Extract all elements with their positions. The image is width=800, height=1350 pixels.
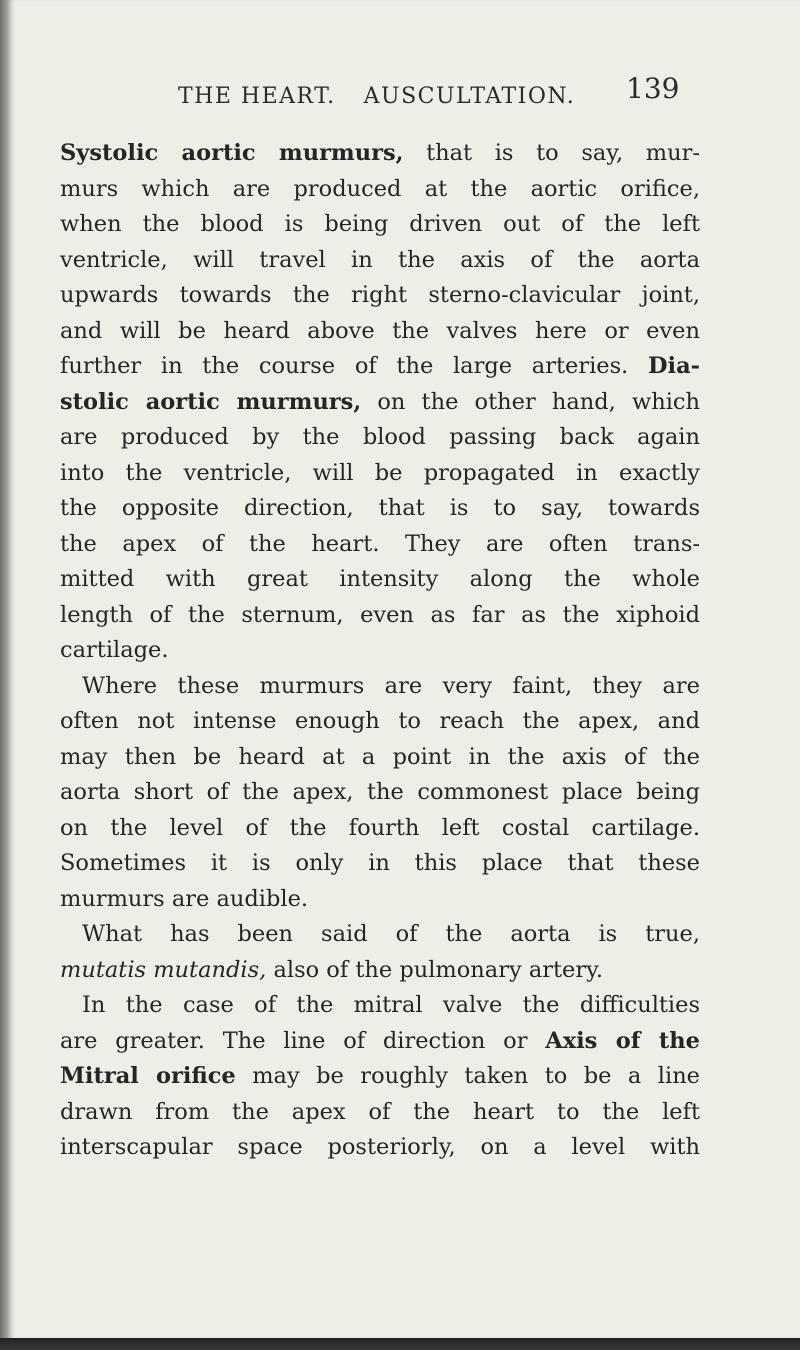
paragraph-2 [60,669,700,918]
paragraph-1 [60,136,700,669]
line-fragment: may be roughly taken to be a line [252,1063,700,1089]
running-title-right: AUSCULTATION. [363,84,576,109]
line-fragment: also of the pulmonary artery. [273,956,603,983]
text-line: murmurs are audible. [60,885,309,912]
text-line: In the case of the mitral valve the difficulties [82,992,700,1018]
text-line: into the ventricle, will be propagated in exactly [60,459,700,486]
text-line: drawn from the apex of the heart to the left [60,1098,700,1125]
text-line: often not intense enough to reach the apex, and [60,708,700,734]
paragraph-4 [60,988,700,1166]
text-line: murs which are produced at the aortic orifice, [60,175,700,202]
paragraph-3 [60,917,700,988]
book-page [8,0,800,1338]
text-line [60,953,700,989]
text-line [60,1059,700,1095]
running-head [178,84,575,109]
running-title-left: THE HEART. [178,84,336,109]
body-text [60,136,700,1166]
line-fragment: that is to say, mur- [426,140,700,166]
text-line: Sometimes it is only in this place that these [60,850,700,876]
text-line: ventricle, will travel in the axis of the aorta [60,246,700,273]
book-spine-edge [0,0,8,1350]
term-mutatis-mutandis: mutatis mutandis, [60,956,267,983]
term-mitral-orifice: Mitral orifice [60,1063,236,1089]
term-diastolic-aortic-murmurs: stolic aortic murmurs, [60,388,362,415]
text-line [60,349,700,385]
text-line: aorta short of the apex, the commonest place being [60,779,700,805]
text-line: mitted with great intensity along the whole [60,566,700,592]
text-line: What has been said of the aorta is true, [82,921,700,947]
text-line: upwards towards the right sterno-clavicular joint, [60,282,700,308]
text-line [60,385,700,421]
line-fragment: are greater. The line of direction or [60,1027,528,1054]
text-line: Where these murmurs are very faint, they are [82,672,700,699]
page-bottom-edge [0,1338,800,1350]
text-line [60,136,700,172]
text-line: the opposite direction, that is to say, towards [60,495,700,521]
text-line: on the level of the fourth left costal cartilage. [60,814,700,841]
line-fragment: on the other hand, which [377,388,701,415]
text-line: may then be heard at a point in the axis of the [60,743,700,770]
term-diastolic-start: Dia- [648,353,700,379]
page-number: 139 [626,72,680,105]
text-line: and will be heard above the valves here or even [60,317,700,344]
text-line: length of the sternum, even as far as the xiphoid [60,601,700,628]
text-line: the apex of the heart. They are often trans- [60,530,700,557]
text-line: interscapular space posteriorly, on a level with [60,1134,700,1160]
text-line: cartilage. [60,637,169,663]
term-systolic-aortic-murmurs: Systolic aortic murmurs, [60,140,404,166]
text-line: are produced by the blood passing back again [60,424,700,450]
text-line [60,1024,700,1060]
text-line: when the blood is being driven out of the left [60,211,700,237]
line-fragment: further in the course of the large arteries. [60,353,629,379]
term-axis-of-the: Axis of the [545,1027,700,1054]
